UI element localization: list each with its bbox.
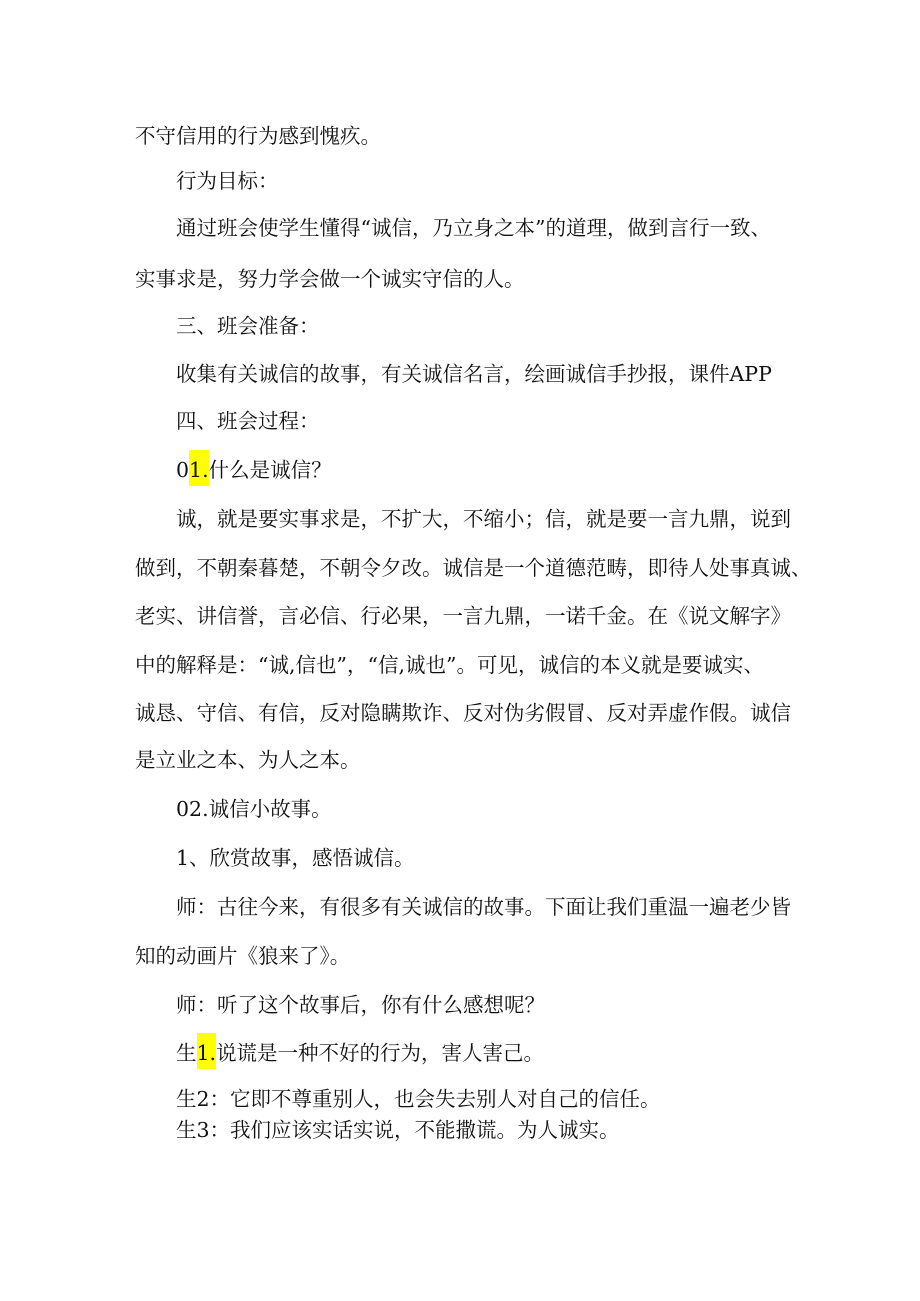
paragraph-line: 做到，不朝秦暮楚，不朝令夕改。诚信是一个道德范畴，即待人处事真诚、 [135,556,812,580]
section-heading-preparation: 三、班会准备： [176,314,320,338]
subitem-heading: 1、欣赏故事，感悟诚信。 [176,846,415,870]
paragraph-line: 实事求是，努力学会做一个诚实守信的人。 [135,267,525,291]
item-heading-what-is-integrity [0,455,920,485]
paragraph-line: 收集有关诚信的故事，有关诚信名言，绘画诚信手抄报，课件APP [176,362,772,386]
item-number-prefix: 0 [176,458,190,482]
item-heading-stories: 02.诚信小故事。 [176,797,332,821]
student-answer-2: 生2：它即不尊重别人，也会失去别人对自己的信任。 [176,1087,661,1111]
paragraph-line: 师：古往今来，有很多有关诚信的故事。下面让我们重温一遍老少皆 [176,895,791,919]
student-prefix: 生 [176,1041,197,1065]
paragraph-line: 师：听了这个故事后，你有什么感想呢？ [176,993,545,1017]
paragraph-line: 中的解释是：“诚,信也”，“信,诚也”。可见，诚信的本义就是要诚实、 [135,653,764,677]
section-label-behavior-goal: 行为目标： [176,169,279,193]
paragraph-line: 知的动画片《狼来了》。 [135,944,351,968]
student-answer-3: 生3：我们应该实话实说，不能撒谎。为人诚实。 [176,1118,620,1142]
paragraph-line: 通过班会使学生懂得“诚信，乃立身之本”的道理，做到言行一致、 [176,216,771,240]
highlight-mark: 1. [197,1033,217,1069]
paragraph-line: 是立业之本、为人之本。 [135,748,361,772]
student-answer-text: 说谎是一种不好的行为，害人害己。 [216,1041,545,1065]
paragraph-line: 不守信用的行为感到愧疚。 [135,124,381,148]
paragraph-line: 诚恳、守信、有信，反对隐瞒欺诈、反对伪劣假冒、反对弄虚作假。诚信 [135,701,791,725]
paragraph-line: 老实、讲信誉，言必信、行必果，一言九鼎，一诺千金。在《说文解字》 [135,604,791,628]
student-answer-1 [0,1038,920,1068]
highlight-mark: 1. [189,450,209,486]
paragraph-line: 诚，就是要实事求是，不扩大，不缩小；信，就是要一言九鼎，说到 [176,507,791,531]
section-heading-process: 四、班会过程： [176,409,320,433]
item-heading-text: 什么是诚信？ [208,458,332,482]
